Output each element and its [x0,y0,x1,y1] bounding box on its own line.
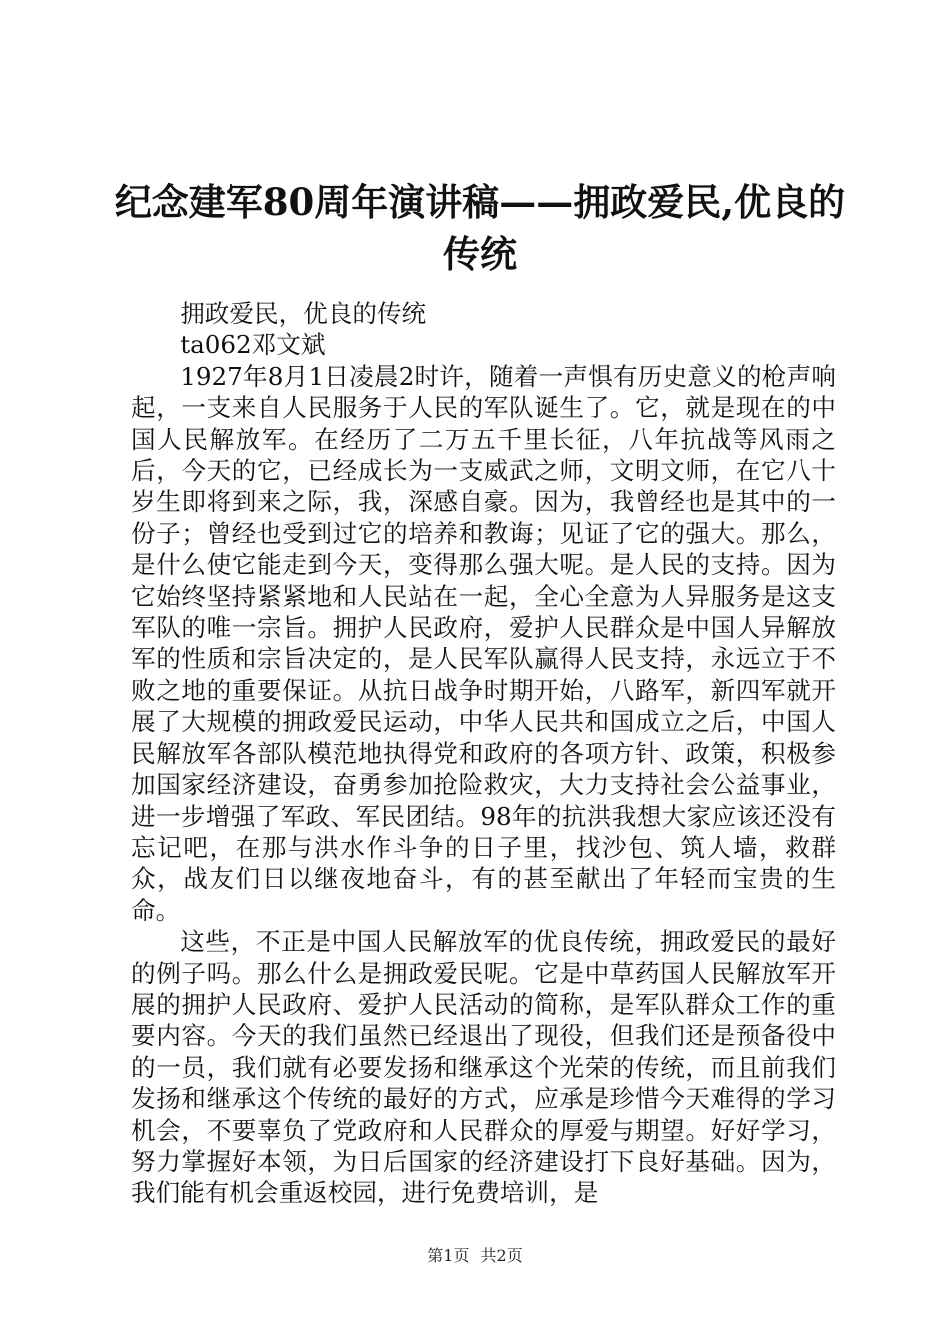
subtitle: 拥政爱民，优良的传统 [180,299,427,328]
paragraph-2: 这些，不正是中国人民解放军的优良传统，拥政爱民的最好的例子吗。那么什么是拥政爱民呢。它是中草药国人民解放军开展的拥护人民政府、爱护人民活动的简称，是军队群众工作的重要内容。今天的我们虽然已经退出了现役，但我们还是预备役中的一员，我们就有必要发扬和继承这个光荣的传统，而且前我们发扬和继承这个传统的最好的方式，应承是珍惜今天难得的学习机会，不要辜负了党政府和人民群众的厚爱与期望。好好学习，努力掌握好本领，为日后国家的经济建设打下良好基础。因为，我们能有机会重返校园，进行免费培训，是 [131,927,836,1208]
document-body [131,298,836,1209]
document-title: 纪念建军80周年演讲稿——拥政爱民,优良的传统 [114,180,846,276]
page-total: 共2页 [480,1246,523,1265]
page-number: 第1页 [427,1246,470,1265]
page-footer [0,1243,950,1266]
paragraph-1: 1927年8月1日凌晨2时许，随着一声惧有历史意义的枪声响起，一支来自人民服务于人民的军队诞生了。它，就是现在的中国人民解放军。在经历了二万五千里长征，八年抗战等风雨之后，今天的它，已经成长为一支威武之师，文明文师，在它八十岁生即将到来之际，我，深感自豪。因为，我曾经也是其中的一份子；曾经也受到过它的培养和教诲；见证了它的强大。那么，是什么使它能走到今天，变得那么强大呢。是人民的支持。因为它始终坚持紧紧地和人民站在一起，全心全意为人异服务是这支军队的唯一宗旨。拥护人民政府，爱护人民群众是中国人异解放军的性质和宗旨决定的，是人民军队赢得人民支持，永远立于不败之地的重要保证。从抗日战争时期开始，八路军，新四军就开展了大规模的拥政爱民运动，中华人民共和国成立之后，中国人民解放军各部队模范地执得党和政府的各项方针、政策，积极参加国家经济建设，奋勇参加抢险救灾，大力支持社会公益事业，进一步增强了军政、军民团结。98年的抗洪我想大家应该还没有忘记吧，在那与洪水作斗争的日子里，找沙包、筑人墙，救群众，战友们日以继夜地奋斗，有的甚至献出了年轻而宝贵的生命。 [131,361,836,925]
author-line: ta062邓文斌 [180,330,326,360]
